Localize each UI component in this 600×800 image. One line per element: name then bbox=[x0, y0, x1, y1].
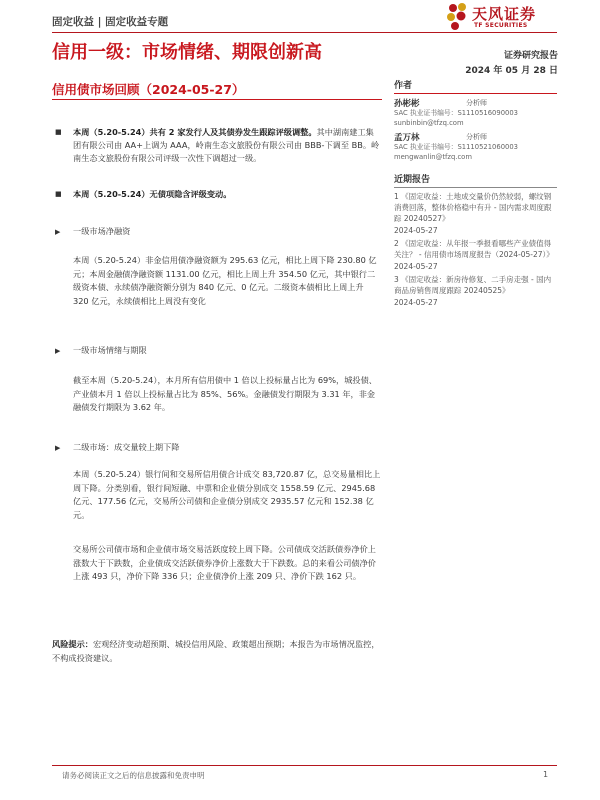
triangle-bullet-icon: ▶ bbox=[55, 444, 61, 452]
author-email[interactable]: sunbinbin@tfzq.com bbox=[394, 118, 464, 127]
logo-text-cn: 天风证券 bbox=[472, 5, 537, 23]
summary-lead: 本周（5.20-5.24）无债项隐含评级变动。 bbox=[73, 189, 232, 199]
summary-body: 其中湖南建工集团有限公司由 AA+上调为 AAA，岭南生态文旅股份有限公司由 BBB-下调至 BB。岭南生态文旅股份有限公司评级一次性下调超过一级。 bbox=[73, 127, 380, 163]
recent-report-date: 2024-05-27 bbox=[394, 226, 438, 235]
section-paragraph: 本周（5.20-5.24）非金信用债净融资额为 295.63 亿元，相比上周下降 230.80 亿元；本周金融债净融资额 1131.00 亿元，相比上周上升 354.50 亿元，其中银行二级资本债、永续债净融资额分别为 840 亿元、0 亿元。二级资本债相比上周上升 320 亿元，永续债相比上周没有变化 bbox=[73, 255, 377, 306]
page-number: 1 bbox=[543, 770, 549, 779]
section-heading: ▶ 一级市场情绪与期限 bbox=[55, 345, 147, 355]
recent-report-item[interactable] bbox=[394, 274, 557, 308]
author-role: 分析师 bbox=[466, 99, 487, 107]
recent-report-item[interactable] bbox=[394, 191, 557, 236]
summary-item bbox=[55, 188, 381, 201]
report-title: 信用一级：市场情绪、期限创新高 bbox=[52, 42, 322, 63]
author-card bbox=[394, 97, 557, 128]
recent-report-date: 2024-05-27 bbox=[394, 298, 438, 307]
recent-reports-heading: 近期报告 bbox=[394, 172, 557, 188]
section-paragraph: 截至本周（5.20-5.24），本月所有信用债中 1 倍以上投标量占比为 69%，城投债、产业债本月 1 倍以上投标量占比为 85%、56%。金融债发行期限为 3.31 年，非金融债发行期限为 3.62 年。 bbox=[73, 375, 377, 412]
sidebar bbox=[394, 78, 557, 308]
footer-disclaimer: 请务必阅读正文之后的信息披露和免责申明 bbox=[62, 771, 205, 780]
recent-report-date: 2024-05-27 bbox=[394, 262, 438, 271]
section-paragraph: 交易所公司债市场和企业债市场交易活跃度较上周下降。公司债成交活跃债券净价上涨数大于下跌数，企业债成交活跃债券净价上涨数大于下跌数。总的来看公司债净价上涨 493 只，净价下降 336 只；企业债净价上涨 209 只、净价下跌 162 只。 bbox=[73, 544, 376, 581]
square-bullet-icon: ■ bbox=[55, 190, 62, 198]
section-heading: ▶ 二级市场：成交量较上期下降 bbox=[55, 442, 180, 452]
author-name: 孟万林 分析师 bbox=[394, 133, 487, 143]
recent-report-title[interactable]: 1 《固定收益：土地成交量价仍然较弱，螺纹钢消费回落，整体价格稳中有升 - 国内需求周度跟踪 20240527》 bbox=[394, 192, 552, 223]
header-divider bbox=[52, 32, 557, 33]
section-paragraph: 本周（5.20-5.24）银行间和交易所信用债合计成交 83,720.87 亿，总交易量相比上周下降。分类别看，银行间短融、中票和企业债分别成交 1558.59 亿元、2945.68 亿元、177.56 亿元，交易所公司债和企业债分别成交 2935.57 亿元和 152.38 亿元。 bbox=[73, 469, 381, 520]
report-category: 固定收益 | 固定收益专题 bbox=[52, 16, 169, 28]
subtitle-divider bbox=[52, 99, 382, 100]
section-heading: ▶ 一级市场净融资 bbox=[55, 226, 131, 236]
summary-lead: 本周（5.20-5.24）共有 2 家发行人及其债券发生跟踪评级调整。 bbox=[73, 127, 317, 137]
report-type: 证券研究报告 bbox=[503, 51, 558, 61]
risk-label: 风险提示： bbox=[52, 639, 93, 649]
recent-report-title[interactable]: 3 《固定收益：新房待修复、二手房走强 - 国内商品房销售周度跟踪 20240525》 bbox=[394, 275, 552, 295]
report-subtitle: 信用债市场回顾（2024-05-27） bbox=[52, 82, 245, 97]
recent-report-title[interactable]: 2 《固定收益：从年报一季报看哪些产业债值得关注？ - 信用债市场周度报告（2024-05-27）》 bbox=[394, 239, 554, 259]
risk-text: 宏观经济变动超预期、城投信用风险、政策超出预期；本报告为市场情况监控，不构成投资建议。 bbox=[52, 639, 380, 663]
authors-heading: 作者 bbox=[394, 78, 557, 94]
logo-text-en: TF SECURITIES bbox=[474, 22, 528, 29]
brand-logo bbox=[446, 2, 556, 34]
risk-warning bbox=[52, 638, 382, 665]
author-sac: SAC 执业证书编号：S1110521060003 bbox=[394, 143, 518, 151]
triangle-bullet-icon: ▶ bbox=[55, 228, 61, 236]
square-bullet-icon: ■ bbox=[55, 128, 62, 136]
summary-item bbox=[55, 126, 381, 165]
logo-flower-icon bbox=[446, 2, 470, 32]
triangle-bullet-icon: ▶ bbox=[55, 347, 61, 355]
author-email[interactable]: mengwanlin@tfzq.com bbox=[394, 152, 472, 161]
author-role: 分析师 bbox=[466, 133, 487, 141]
footer-divider bbox=[52, 765, 557, 766]
recent-report-item[interactable] bbox=[394, 238, 557, 272]
author-name: 孙彬彬 分析师 bbox=[394, 99, 487, 109]
report-date: 2024 年 05 月 28 日 bbox=[465, 66, 558, 76]
author-card bbox=[394, 131, 557, 162]
author-sac: SAC 执业证书编号：S1110516090003 bbox=[394, 109, 518, 117]
